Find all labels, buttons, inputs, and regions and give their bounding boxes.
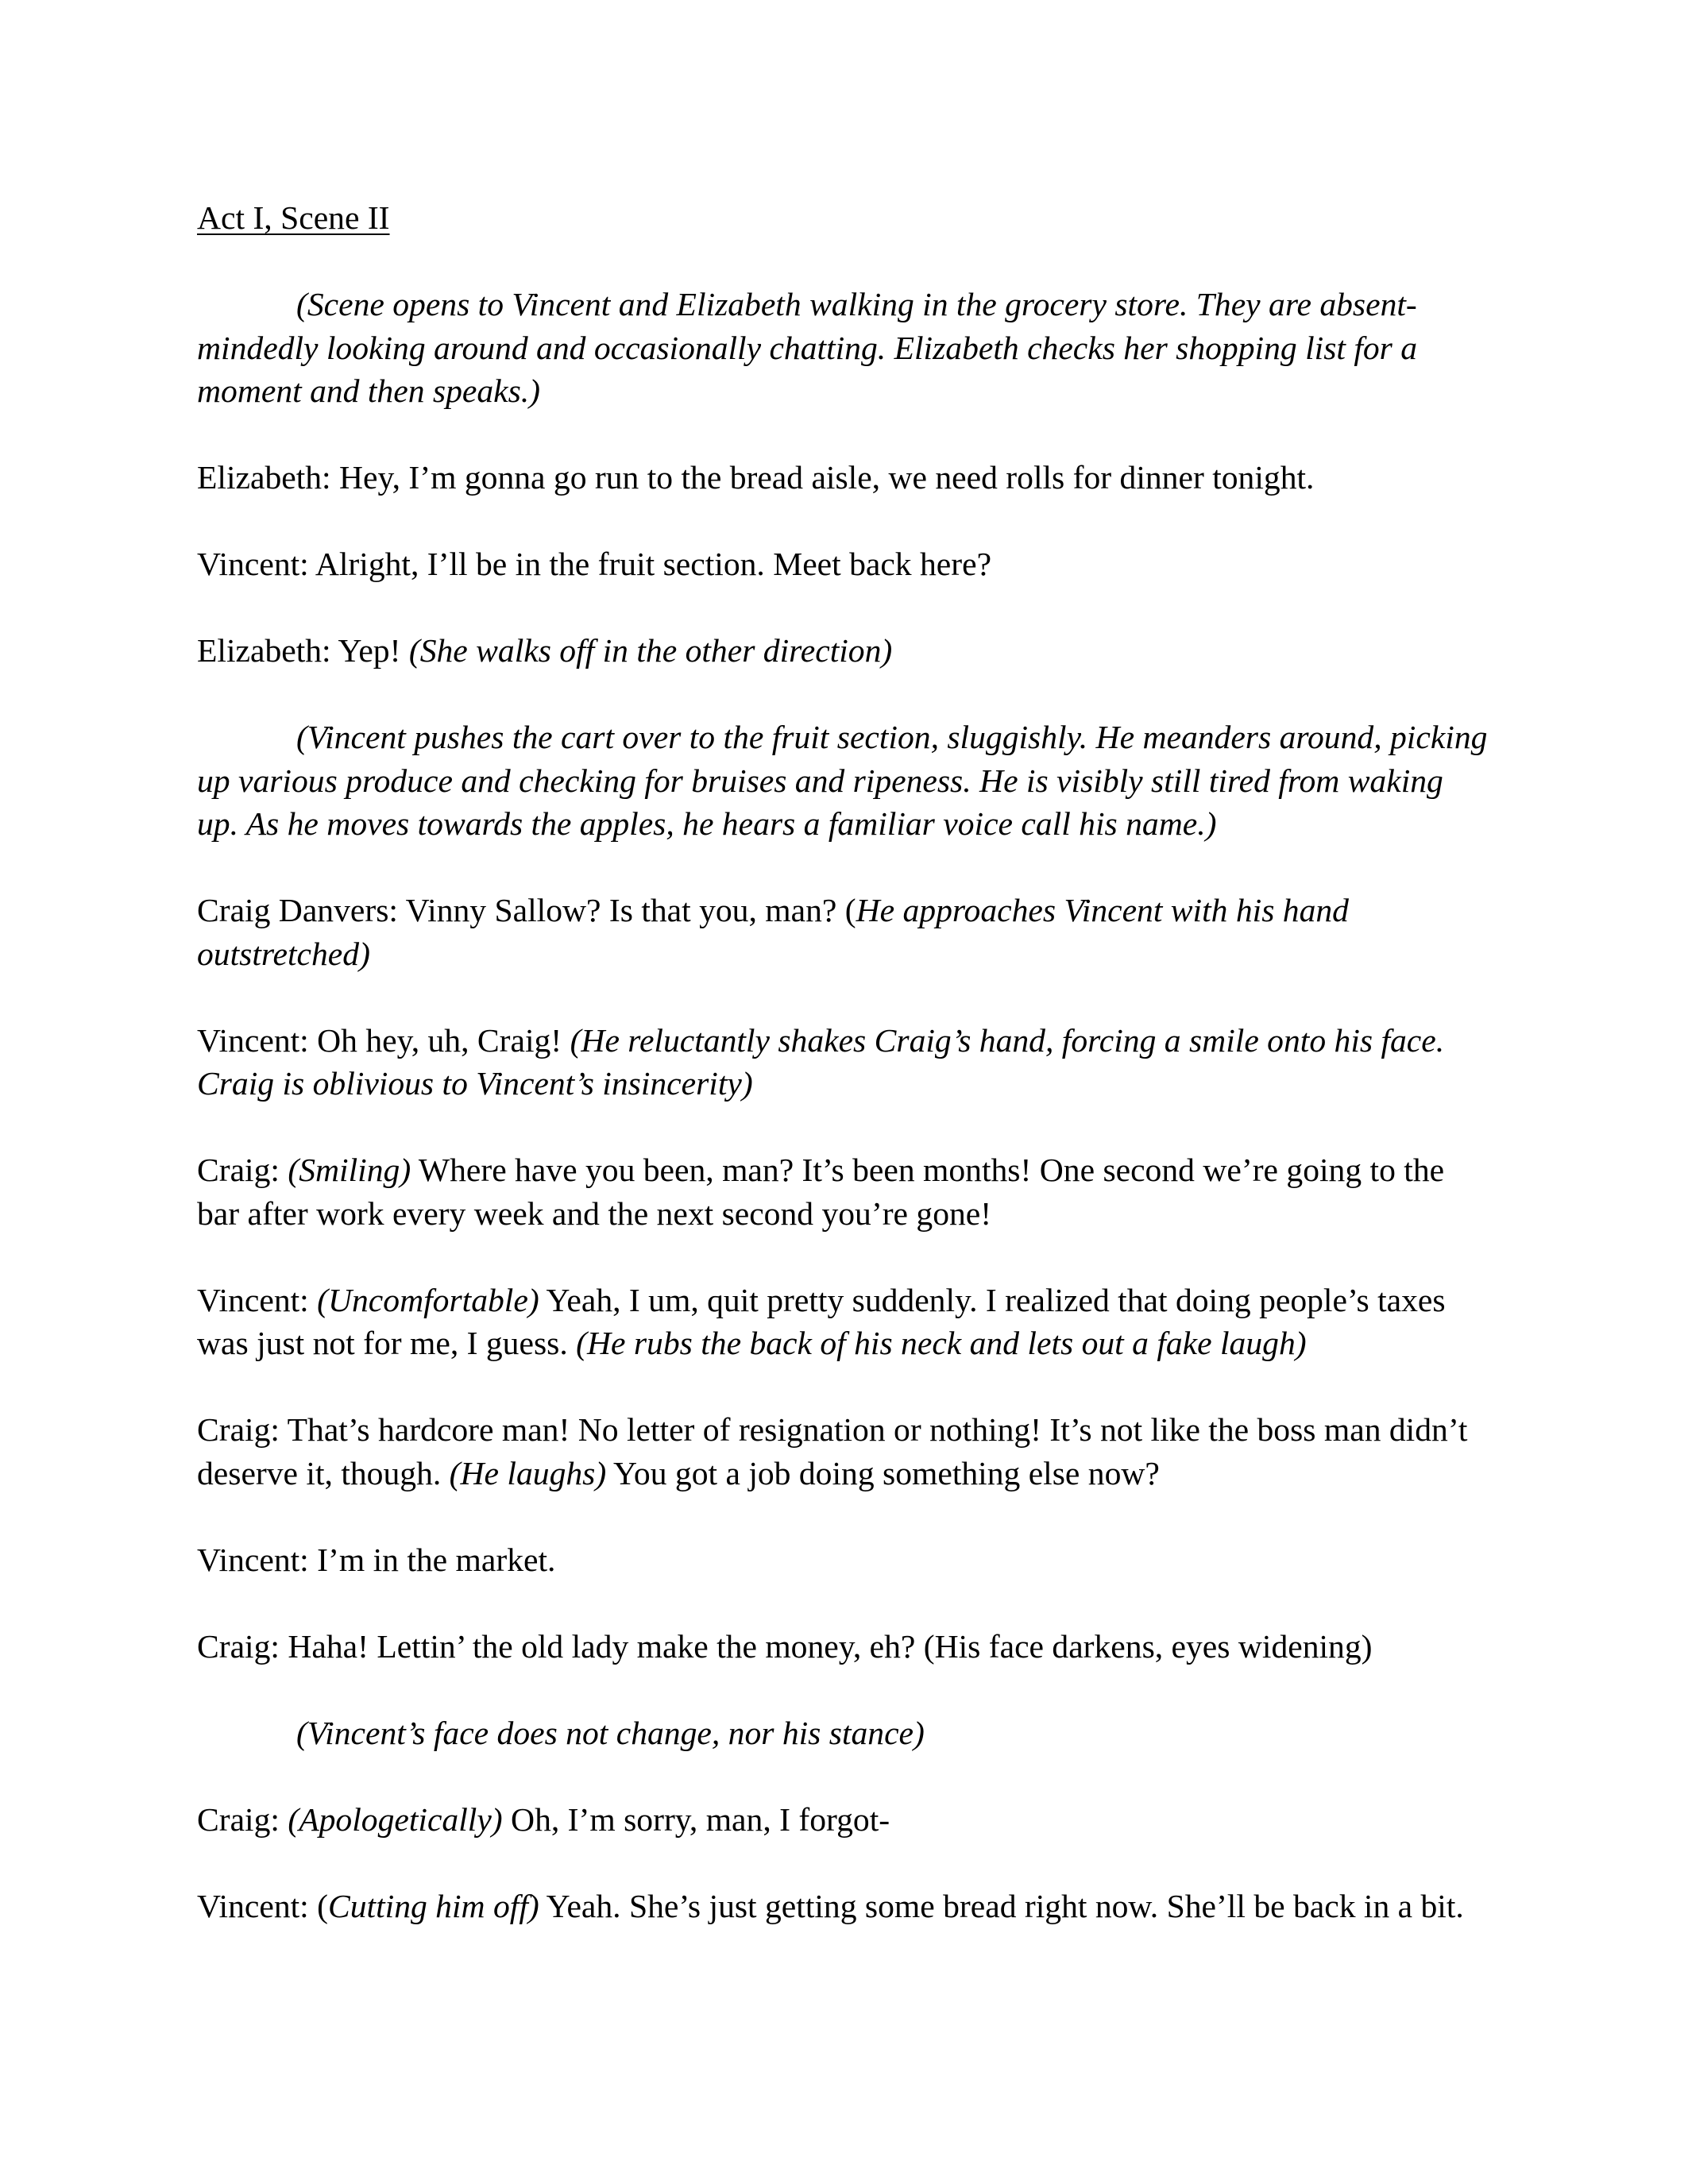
dialogue-text: Craig: That’s hardcore man! No letter of resignation or nothing! It’s not like the boss man didn’t deserve it, though. bbox=[197, 1411, 1468, 1491]
dialogue-text: Vincent: Oh hey, uh, Craig! bbox=[197, 1021, 570, 1059]
dialogue-line bbox=[197, 1279, 1492, 1365]
stage-direction-text: (Uncomfortable) bbox=[317, 1281, 539, 1318]
stage-direction bbox=[197, 283, 1492, 413]
dialogue-text: Craig: bbox=[197, 1800, 288, 1838]
dialogue-text: Where have you been, man? It’s been months! One second we’re going to the bar after work every week and the next second you’re gone! bbox=[197, 1152, 1445, 1232]
stage-direction bbox=[197, 1711, 1492, 1755]
dialogue-text: Yeah. She’s just getting some bread right now. She’ll be back in a bit. bbox=[539, 1887, 1464, 1924]
dialogue-text: Yeah, I um, quit pretty suddenly. I realized that doing people’s taxes was just not for me, I guess. bbox=[197, 1281, 1446, 1361]
stage-direction-text: Cutting him off) bbox=[327, 1887, 539, 1924]
dialogue-line bbox=[197, 456, 1492, 500]
dialogue-text: Elizabeth: Hey, I’m gonna go run to the bread aisle, we need rolls for dinner tonight. bbox=[197, 459, 1315, 496]
dialogue-line bbox=[197, 1538, 1492, 1582]
dialogue-line bbox=[197, 629, 1492, 673]
stage-direction-text: (Vincent pushes the cart over to the fruit section, sluggishly. He meanders around, picking up various produce and checking for bruises and ripeness. He is visibly still tired from waking up. As he moves towards the apples, he hears a familiar voice call his name.) bbox=[197, 719, 1488, 842]
scene-heading: Act I, Scene II bbox=[197, 199, 390, 236]
dialogue-text: Craig: Haha! Lettin’ the old lady make the money, eh? (His face darkens, eyes widening) bbox=[197, 1627, 1373, 1665]
stage-direction-text: (Smiling) bbox=[288, 1152, 411, 1188]
dialogue-text: Vincent: I’m in the market. bbox=[197, 1541, 556, 1578]
dialogue-text: Oh, I’m sorry, man, I forgot- bbox=[502, 1800, 890, 1838]
dialogue-line bbox=[197, 1019, 1492, 1106]
stage-direction-text: (He reluctantly shakes Craig’s hand, forcing a smile onto his face. Craig is oblivious to Vincent’s insincerity) bbox=[197, 1021, 1445, 1102]
dialogue-text: Vincent: bbox=[197, 1281, 318, 1318]
dialogue-text: Elizabeth: Yep! bbox=[197, 632, 409, 669]
stage-direction-text: (He laughs) bbox=[449, 1454, 607, 1491]
stage-direction-text: (Vincent’s face does not change, nor his stance) bbox=[296, 1714, 925, 1751]
dialogue-line bbox=[197, 1408, 1492, 1495]
stage-direction-text: (She walks off in the other direction) bbox=[408, 632, 893, 669]
dialogue-text: Vincent: Alright, I’ll be in the fruit section. Meet back here? bbox=[197, 546, 992, 582]
stage-direction bbox=[197, 716, 1492, 846]
script-body bbox=[197, 283, 1492, 1927]
script-page bbox=[197, 196, 1492, 1971]
stage-direction-text: (He rubs the back of his neck and lets out a fake laugh) bbox=[576, 1325, 1307, 1361]
dialogue-line bbox=[197, 1148, 1492, 1235]
dialogue-text: Craig Danvers: Vinny Sallow? Is that you, man? ( bbox=[197, 892, 856, 928]
dialogue-line bbox=[197, 1625, 1492, 1669]
stage-direction-text: He approaches Vincent with his hand outstretched) bbox=[197, 892, 1349, 972]
dialogue-line bbox=[197, 1885, 1492, 1928]
dialogue-text: Vincent: ( bbox=[197, 1887, 328, 1924]
dialogue-line bbox=[197, 889, 1492, 975]
stage-direction-text: (Apologetically) bbox=[288, 1800, 503, 1838]
dialogue-text: You got a job doing something else now? bbox=[606, 1454, 1160, 1491]
dialogue-line bbox=[197, 1798, 1492, 1842]
stage-direction-text: (Scene opens to Vincent and Elizabeth walking in the grocery store. They are absent-mindedly looking around and occasionally chatting. Elizabeth checks her shopping list for a moment and then speaks.) bbox=[197, 286, 1418, 409]
dialogue-line bbox=[197, 542, 1492, 586]
dialogue-text: Craig: bbox=[197, 1152, 288, 1188]
